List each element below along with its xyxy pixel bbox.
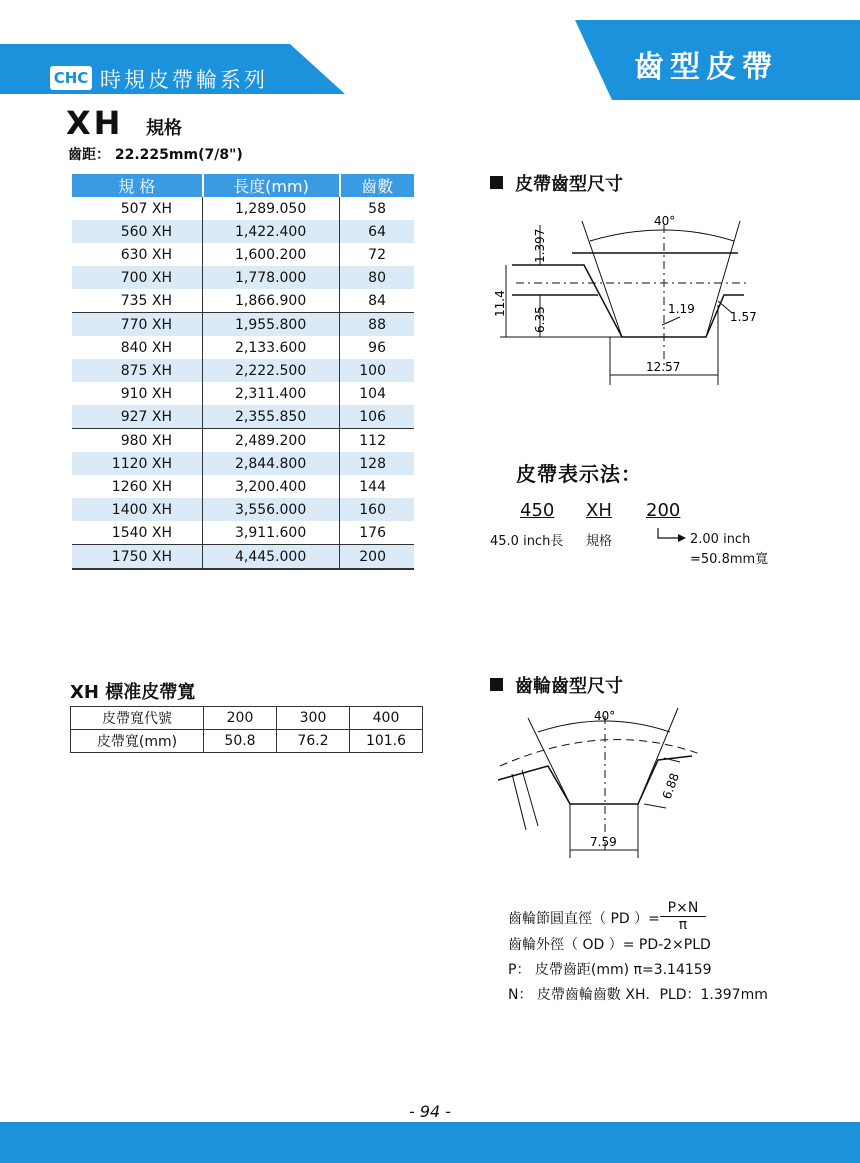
square-bullet-icon xyxy=(490,678,503,691)
table-cell: 3,911.600 xyxy=(203,521,340,545)
table-cell: 176 xyxy=(359,524,386,541)
page-number: - 94 - xyxy=(408,1102,452,1121)
table-cell: 200 xyxy=(204,707,277,730)
dim-157: 1.57 xyxy=(730,310,757,324)
table-row xyxy=(72,359,414,382)
table-cell: 144 xyxy=(359,478,386,495)
table-cell: 2,133.600 xyxy=(203,336,340,359)
table-cell: 630 XH xyxy=(120,246,172,263)
table-cell: 101.6 xyxy=(350,730,423,753)
table-row xyxy=(72,266,414,289)
dim-688: 6.88 xyxy=(659,771,682,802)
table-cell: 96 xyxy=(368,339,386,356)
pd-formula-denominator: π xyxy=(678,917,688,933)
arrow-icon xyxy=(656,526,688,546)
table-cell: 88 xyxy=(340,313,415,337)
belt-width-table xyxy=(70,706,423,753)
brand-logo: CHC xyxy=(50,66,92,90)
square-bullet-icon xyxy=(490,176,503,189)
table-cell: 80 xyxy=(340,266,415,289)
col-header-spec: 規 格 xyxy=(72,174,203,197)
model-name: XH xyxy=(66,104,124,142)
belt-tooth-heading xyxy=(490,170,623,196)
table-cell: 1,289.050 xyxy=(203,197,340,220)
table-cell: 700 XH xyxy=(72,266,203,289)
table-cell: 100 xyxy=(340,359,415,382)
model-spec-label: 規格 xyxy=(146,118,182,139)
belt-tooth-title: 皮帶齒型尺寸 xyxy=(515,174,623,195)
table-cell: 2,222.500 xyxy=(203,359,340,382)
width-desc-2: =50.8mm寬 xyxy=(690,552,769,567)
width-desc-1: 2.00 inch xyxy=(690,532,751,547)
table-cell: 72 xyxy=(368,246,386,263)
table-cell: 106 xyxy=(340,405,415,429)
table-cell: 1540 XH xyxy=(111,524,172,541)
belt-tooth-diagram xyxy=(486,205,776,395)
table-cell: 1,600.200 xyxy=(203,243,340,266)
table-cell: 4,445.000 xyxy=(203,545,340,570)
table-row xyxy=(72,220,414,243)
table-cell: 2,355.850 xyxy=(203,405,340,429)
belt-width-title: XH 標准皮帶寬 xyxy=(70,682,196,703)
col-header-teeth: 齒數 xyxy=(340,174,415,197)
table-cell: 300 xyxy=(277,707,350,730)
belt-angle-label: 40° xyxy=(654,214,676,228)
type-desc: 規格 xyxy=(586,534,613,549)
table-cell: 927 XH xyxy=(72,405,203,429)
spec-table-header xyxy=(72,174,414,197)
table-row xyxy=(72,197,414,220)
pulley-tooth-title: 齒輪齒型尺寸 xyxy=(515,676,623,697)
table-row xyxy=(72,498,414,521)
table-cell: 200 xyxy=(340,545,415,570)
col-header-length: 長度(mm) xyxy=(203,174,340,197)
table-cell: 507 XH xyxy=(120,200,172,217)
length-desc: 45.0 inch長 xyxy=(490,534,564,549)
table-cell: 735 XH xyxy=(120,292,172,309)
table-cell: 2,311.400 xyxy=(203,382,340,405)
pd-formula-label: 齒輪節圓直徑（ PD ）= xyxy=(508,911,660,927)
table-cell: 1260 XH xyxy=(111,478,172,495)
table-row xyxy=(72,336,414,359)
notation-title: 皮帶表示法： xyxy=(516,462,642,486)
tooth-pitch: 齒距： 22.225mm(7/8") xyxy=(68,147,243,163)
table-cell: 1750 XH xyxy=(72,545,203,570)
table-cell: 3,556.000 xyxy=(203,498,340,521)
table-cell: 1400 XH xyxy=(72,498,203,521)
table-cell: 皮帶寬(mm) xyxy=(71,730,204,753)
table-cell: 910 XH xyxy=(120,385,172,402)
table-cell: 1,866.900 xyxy=(203,289,340,313)
width-code: 200 xyxy=(646,500,681,521)
table-row xyxy=(72,545,414,570)
table-cell: 560 XH xyxy=(72,220,203,243)
n-definition: N： 皮帶齒輪齒數 XH．PLD：1.397mm xyxy=(508,987,768,1003)
table-cell: 875 XH xyxy=(72,359,203,382)
table-cell: 128 xyxy=(340,452,415,475)
table-cell: 58 xyxy=(368,200,386,217)
dim-119: 1.19 xyxy=(668,302,695,316)
pd-formula-numerator: P×N xyxy=(660,900,706,917)
pulley-angle-label: 40° xyxy=(594,709,616,723)
pulley-tooth-diagram xyxy=(490,700,710,860)
table-cell: 1120 XH xyxy=(72,452,203,475)
page-title: 齒型皮帶 xyxy=(634,50,778,85)
table-cell: 980 XH xyxy=(72,429,203,453)
dim-114: 11.4 xyxy=(493,290,507,317)
table-cell: 840 XH xyxy=(120,339,172,356)
table-cell: 770 XH xyxy=(72,313,203,337)
table-cell: 50.8 xyxy=(204,730,277,753)
pulley-tooth-heading xyxy=(490,672,623,698)
table-cell: 1,955.800 xyxy=(203,313,340,337)
table-row xyxy=(72,405,414,429)
type-code: XH xyxy=(586,500,612,521)
table-cell: 2,844.800 xyxy=(203,452,340,475)
header-banner xyxy=(0,0,860,120)
table-row xyxy=(72,475,414,498)
dim-635: 6.35 xyxy=(533,306,547,333)
table-cell: 1,422.400 xyxy=(203,220,340,243)
table-cell: 160 xyxy=(340,498,415,521)
table-row xyxy=(72,521,414,545)
table-cell: 皮帶寬代號 xyxy=(71,707,204,730)
table-row xyxy=(72,452,414,475)
spec-table xyxy=(72,174,414,570)
dim-1397: 1.397 xyxy=(533,228,547,263)
od-formula: 齒輪外徑（ OD ）= PD-2×PLD xyxy=(508,937,711,953)
length-code: 450 xyxy=(520,500,555,521)
table-cell: 400 xyxy=(350,707,423,730)
dim-759: 7.59 xyxy=(590,835,617,849)
table-cell: 64 xyxy=(340,220,415,243)
table-row xyxy=(72,429,414,453)
table-row xyxy=(72,243,414,266)
table-cell: 1,778.000 xyxy=(203,266,340,289)
series-title: 時規皮帶輪系列 xyxy=(100,68,268,92)
table-row xyxy=(72,382,414,405)
table-row xyxy=(72,289,414,313)
table-row xyxy=(71,707,423,730)
table-row xyxy=(71,730,423,753)
table-cell: 2,489.200 xyxy=(203,429,340,453)
table-row xyxy=(72,313,414,337)
p-definition: P： 皮帶齒距(mm) π=3.14159 xyxy=(508,962,712,978)
table-cell: 112 xyxy=(340,429,415,453)
table-cell: 84 xyxy=(368,292,386,309)
table-cell: 104 xyxy=(359,385,386,402)
table-cell: 76.2 xyxy=(277,730,350,753)
footer-bar xyxy=(0,1122,860,1163)
dim-1257: 12.57 xyxy=(646,360,681,374)
table-cell: 3,200.400 xyxy=(203,475,340,498)
